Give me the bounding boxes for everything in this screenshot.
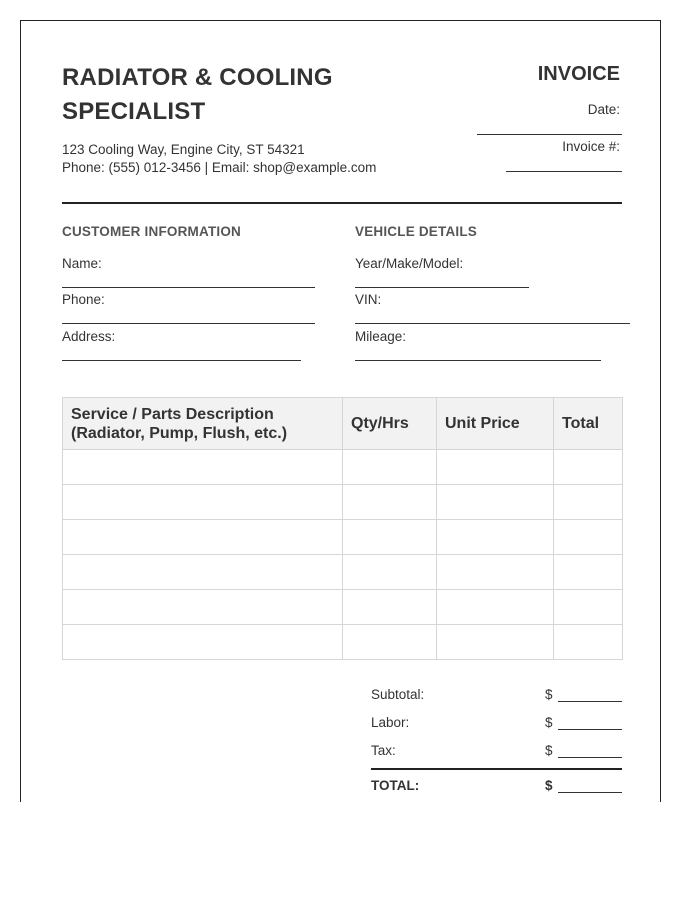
table-cell-total[interactable] — [554, 450, 623, 485]
company-address: 123 Cooling Way, Engine City, ST 54321 — [62, 142, 305, 157]
customer-address-field[interactable] — [62, 360, 301, 361]
tax-label: Tax: — [371, 743, 396, 758]
customer-name-label: Name: — [62, 256, 102, 271]
table-cell-unit-price[interactable] — [437, 555, 554, 590]
table-cell-unit-price[interactable] — [437, 520, 554, 555]
subtotal-field[interactable] — [558, 701, 622, 702]
customer-address-label: Address: — [62, 329, 116, 344]
invoice-title: INVOICE — [537, 63, 620, 85]
table-cell-description[interactable] — [63, 555, 343, 590]
company-name-line2: SPECIALIST — [62, 98, 206, 125]
table-row — [63, 520, 623, 555]
subtotal-currency: $ — [545, 687, 553, 702]
table-cell-description[interactable] — [63, 485, 343, 520]
table-cell-qty[interactable] — [343, 485, 437, 520]
table-cell-qty[interactable] — [343, 555, 437, 590]
vehicle-details-heading: VEHICLE DETAILS — [355, 224, 478, 239]
vehicle-vin-field[interactable] — [355, 323, 630, 324]
table-cell-qty[interactable] — [343, 625, 437, 660]
table-cell-unit-price[interactable] — [437, 625, 554, 660]
vehicle-mileage-field[interactable] — [355, 360, 601, 361]
table-cell-description[interactable] — [63, 590, 343, 625]
items-table — [62, 397, 623, 660]
labor-field[interactable] — [558, 729, 622, 730]
subtotal-label: Subtotal: — [371, 687, 425, 702]
date-label: Date: — [587, 102, 620, 117]
table-cell-total[interactable] — [554, 625, 623, 660]
labor-currency: $ — [545, 715, 553, 730]
table-cell-unit-price[interactable] — [437, 590, 554, 625]
col-header-unit-price: Unit Price — [437, 398, 554, 450]
col-header-total: Total — [554, 398, 623, 450]
table-cell-total[interactable] — [554, 555, 623, 590]
table-row — [63, 625, 623, 660]
vehicle-ymm-label: Year/Make/Model: — [355, 256, 464, 271]
vehicle-ymm-field[interactable] — [355, 287, 529, 288]
col-header-description — [63, 398, 343, 450]
table-row — [63, 555, 623, 590]
customer-phone-field[interactable] — [62, 323, 315, 324]
invoice-number-field[interactable] — [506, 171, 622, 172]
grand-total-label: TOTAL: — [371, 778, 420, 793]
table-cell-description[interactable] — [63, 520, 343, 555]
labor-label: Labor: — [371, 715, 410, 730]
customer-phone-label: Phone: — [62, 292, 105, 307]
date-field[interactable] — [477, 134, 622, 135]
vehicle-mileage-label: Mileage: — [355, 329, 407, 344]
table-cell-qty[interactable] — [343, 520, 437, 555]
totals-divider — [371, 768, 622, 770]
invoice-number-label: Invoice #: — [562, 139, 620, 154]
vehicle-vin-label: VIN: — [355, 292, 382, 307]
table-cell-total[interactable] — [554, 520, 623, 555]
customer-info-heading: CUSTOMER INFORMATION — [62, 224, 241, 239]
tax-currency: $ — [545, 743, 553, 758]
company-contact: Phone: (555) 012-3456 | Email: shop@example.com — [62, 160, 377, 175]
company-name — [62, 61, 333, 129]
company-contact-block — [62, 141, 376, 177]
grand-total-field[interactable] — [558, 792, 622, 793]
table-cell-unit-price[interactable] — [437, 450, 554, 485]
table-cell-qty[interactable] — [343, 590, 437, 625]
grand-total-currency: $ — [545, 778, 553, 793]
col-header-description-line1: Service / Parts Description — [71, 405, 274, 423]
col-header-qty: Qty/Hrs — [343, 398, 437, 450]
table-cell-total[interactable] — [554, 485, 623, 520]
company-name-line1: RADIATOR & COOLING — [62, 64, 333, 91]
table-row — [63, 485, 623, 520]
col-header-description-line2: (Radiator, Pump, Flush, etc.) — [71, 424, 288, 442]
table-cell-unit-price[interactable] — [437, 485, 554, 520]
table-cell-description[interactable] — [63, 450, 343, 485]
table-cell-qty[interactable] — [343, 450, 437, 485]
table-header-row — [63, 398, 623, 450]
table-row — [63, 590, 623, 625]
table-cell-description[interactable] — [63, 625, 343, 660]
table-row — [63, 450, 623, 485]
customer-name-field[interactable] — [62, 287, 315, 288]
invoice-sheet — [20, 20, 661, 802]
table-cell-total[interactable] — [554, 590, 623, 625]
tax-field[interactable] — [558, 757, 622, 758]
header-divider — [62, 202, 622, 204]
